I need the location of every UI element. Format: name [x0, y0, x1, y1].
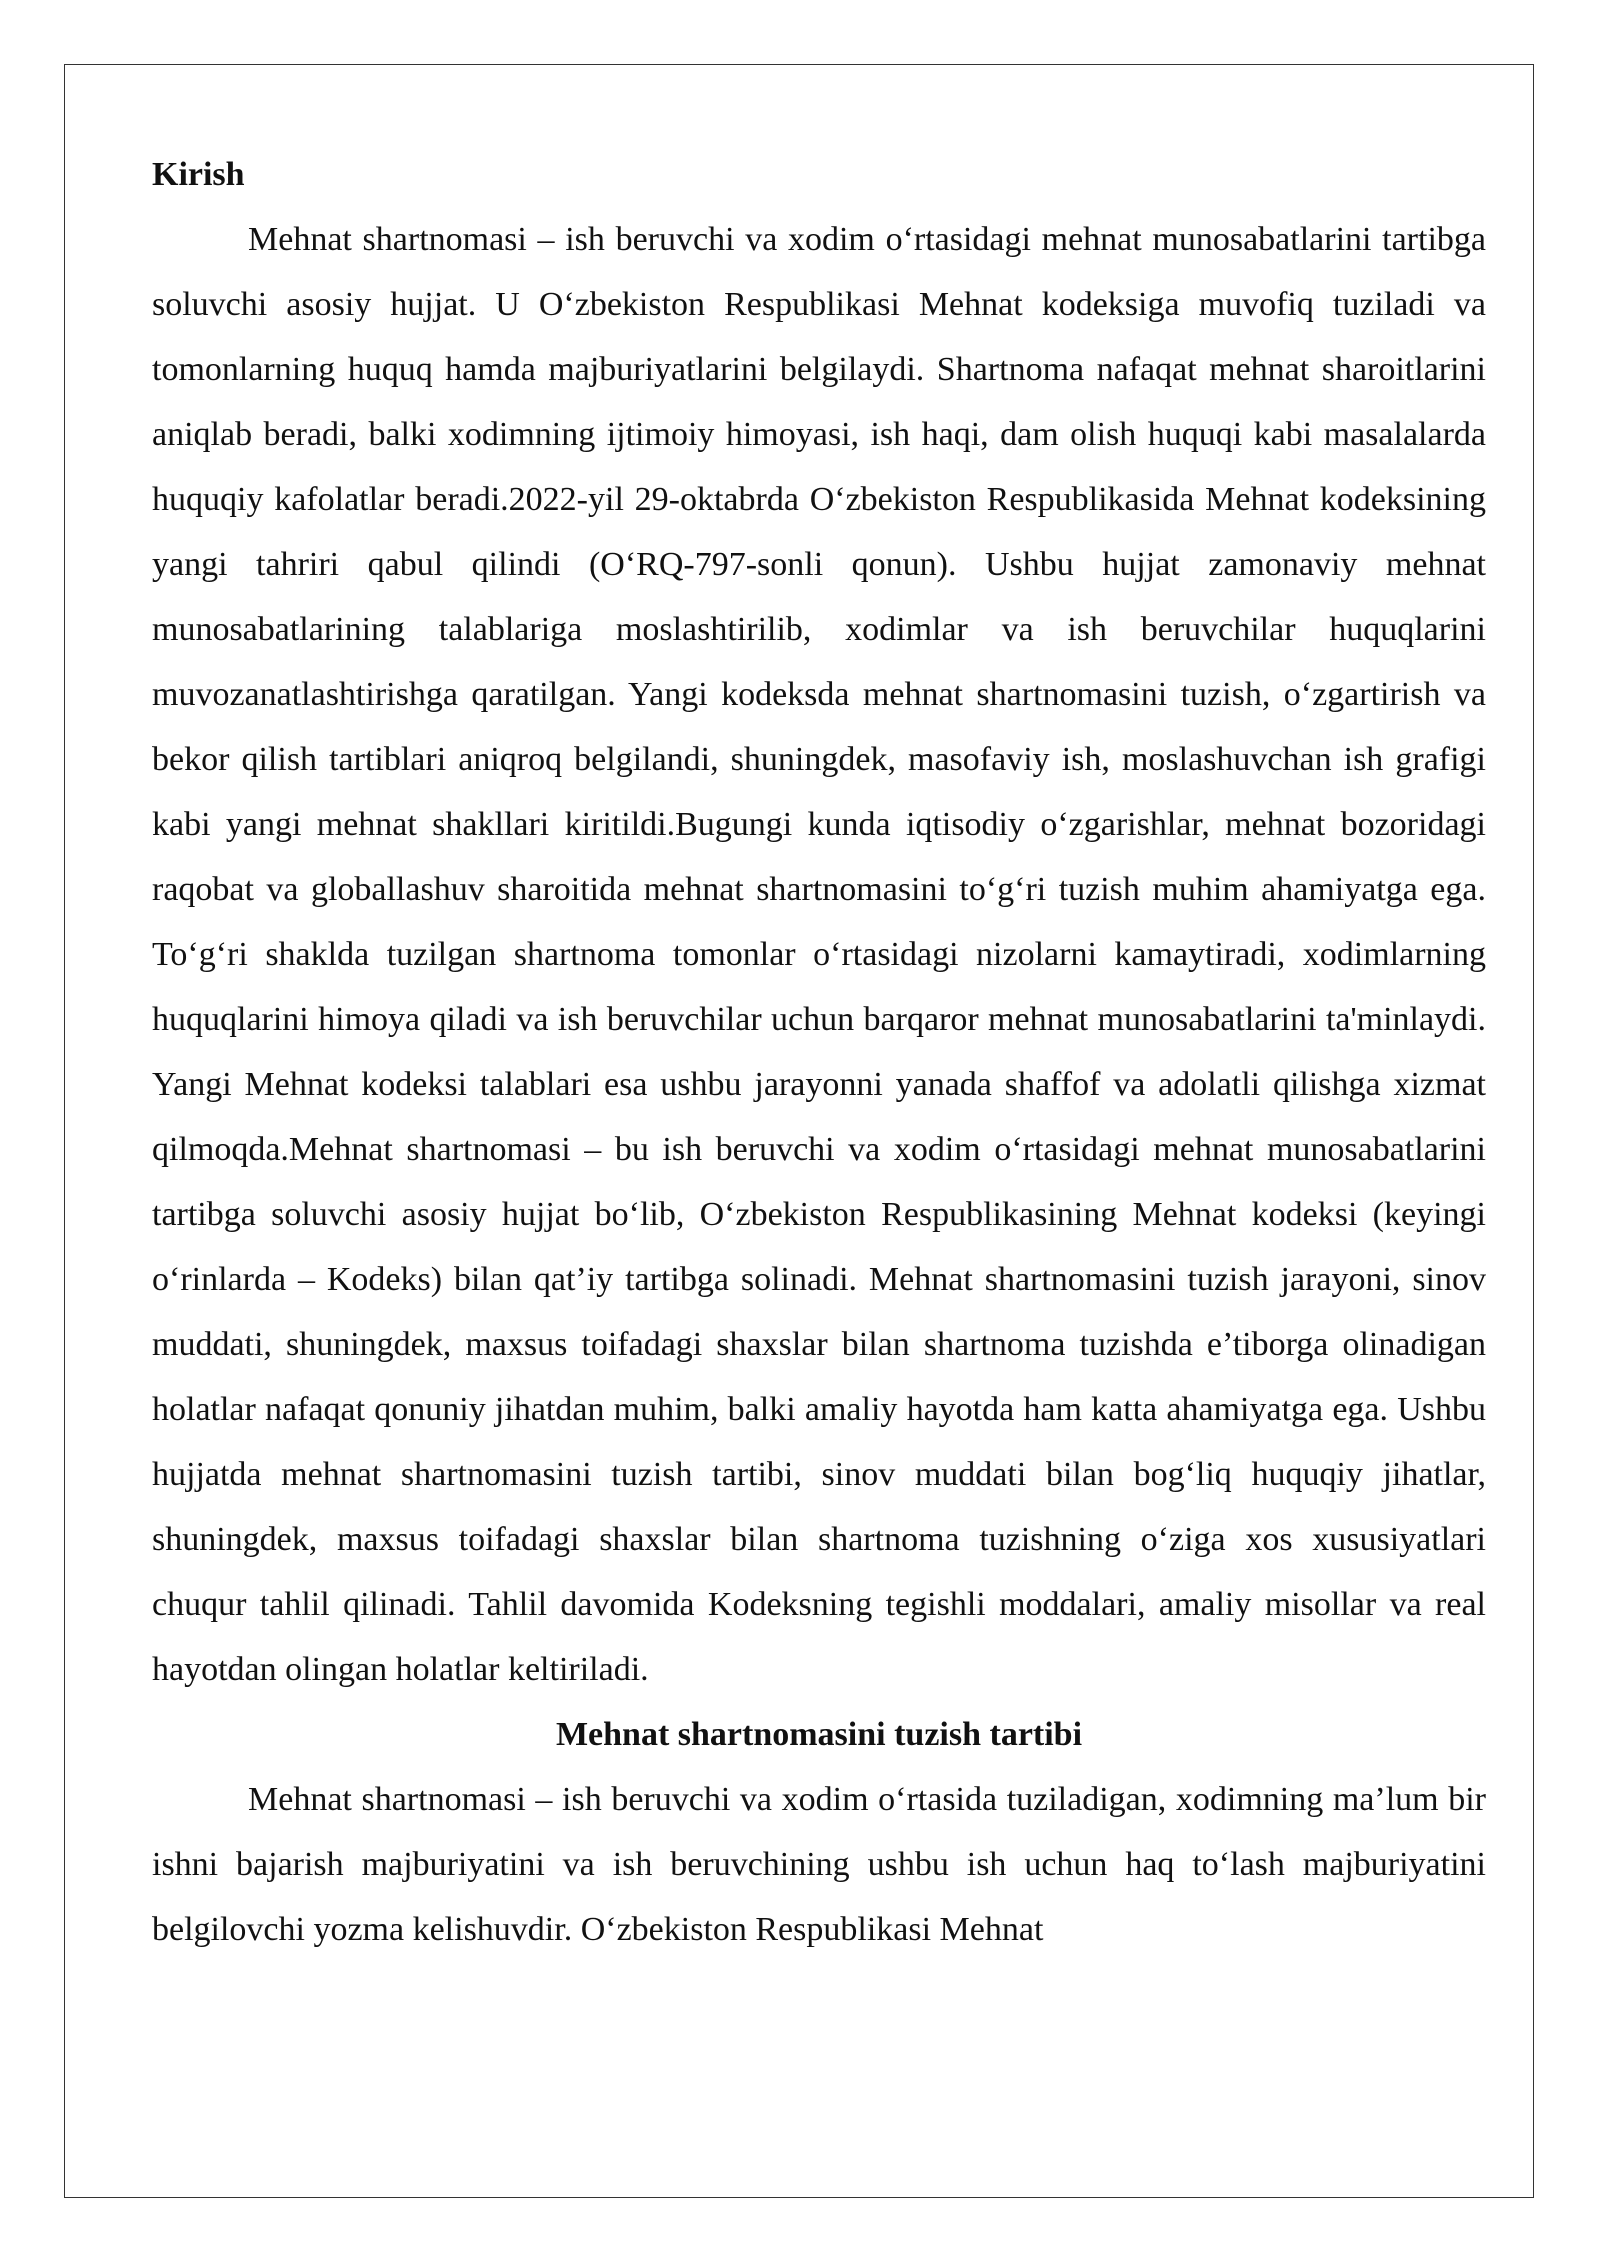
document-body [152, 142, 1486, 1962]
section-paragraph: Mehnat shartnomasi – ish beruvchi va xodim o‘rtasida tuziladigan, xodimning ma’lum bir ishni bajarish majburiyatini va ish beruvchining ushbu ish uchun haq to‘lash majburiyatini belgilovchi yozma kelishuvdir. O‘zbekiston Respublikasi Mehnat [152, 1781, 1486, 1948]
intro-paragraph: Mehnat shartnomasi – ish beruvchi va xodim o‘rtasidagi mehnat munosabatlarini tartibga soluvchi asosiy hujjat. U O‘zbekiston Respublikasi Mehnat kodeksiga muvofiq tuziladi va tomonlarning huquq hamda majburiyatlarini belgilaydi. Shartnoma nafaqat mehnat sharoitlarini aniqlab beradi, balki xodimning ijtimoiy himoyasi, ish haqi, dam olish huquqi kabi masalalarda huquqiy kafolatlar beradi.2022-yil 29-oktabrda O‘zbekiston Respublikasida Mehnat kodeksining yangi tahriri qabul qilindi (O‘RQ-797-sonli qonun). Ushbu hujjat zamonaviy mehnat munosabatlarining talablariga moslashtirilib, xodimlar va ish beruvchilar huquqlarini muvozanatlashtirishga qaratilgan. Yangi kodeksda mehnat shartnomasini tuzish, o‘zgartirish va bekor qilish tartiblari aniqroq belgilandi, shuningdek, masofaviy ish, moslashuvchan ish grafigi kabi yangi mehnat shakllari kiritildi.Bugungi kunda iqtisodiy o‘zgarishlar, mehnat bozoridagi raqobat va globallashuv sharoitida mehnat shartnomasini to‘g‘ri tuzish muhim ahamiyatga ega. To‘g‘ri shaklda tuzilgan shartnoma tomonlar o‘rtasidagi nizolarni kamaytiradi, xodimlarning huquqlarini himoya qiladi va ish beruvchilar uchun barqaror mehnat munosabatlarini ta'minlaydi. Yangi Mehnat kodeksi talablari esa ushbu jarayonni yanada shaffof va adolatli qilishga xizmat qilmoqda.Mehnat shartnomasi – bu ish beruvchi va xodim o‘rtasidagi mehnat munosabatlarini tartibga soluvchi asosiy hujjat bo‘lib, O‘zbekiston Respublikasining Mehnat kodeksi (keyingi o‘rinlarda – Kodeks) bilan qat’iy tartibga solinadi. Mehnat shartnomasini tuzish jarayoni, sinov muddati, shuningdek, maxsus toifadagi shaxslar bilan shartnoma tuzishda e’tiborga olinadigan holatlar nafaqat qonuniy jihatdan muhim, balki amaliy hayotda ham katta ahamiyatga ega. Ushbu hujjatda mehnat shartnomasini tuzish tartibi, sinov muddati bilan bog‘liq huquqiy jihatlar, shuningdek, maxsus toifadagi shaxslar bilan shartnoma tuzishning o‘ziga xos xususiyatlari chuqur tahlil qilinadi. Tahlil davomida Kodeksning tegishli moddalari, amaliy misollar va real hayotdan olingan holatlar keltiriladi. [152, 221, 1486, 1688]
section-title: Mehnat shartnomasini tuzish tartibi [555, 1716, 1083, 1753]
heading-kirish: Kirish [152, 156, 245, 193]
